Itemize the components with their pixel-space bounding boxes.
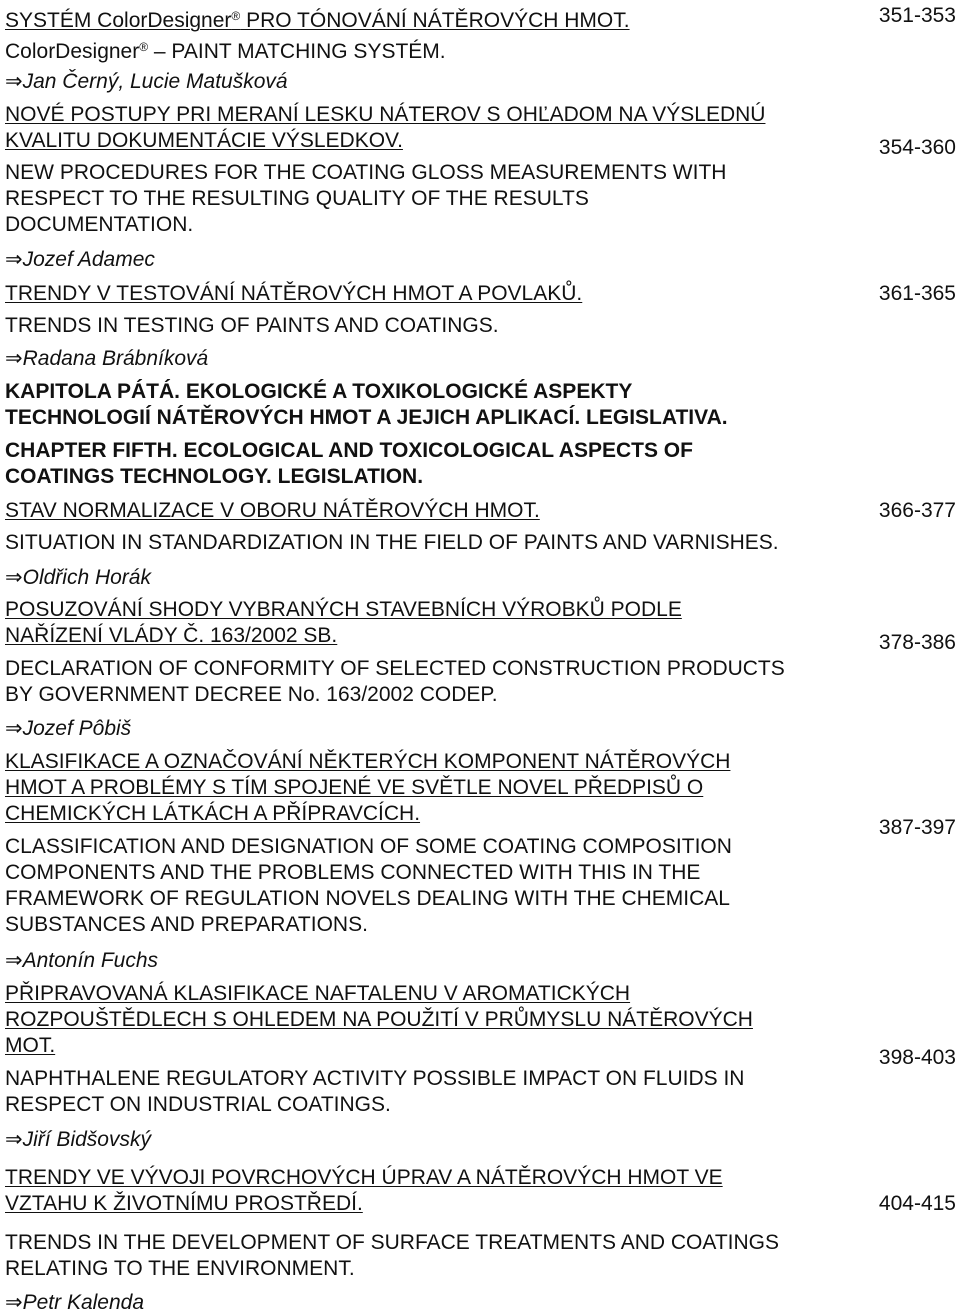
author-line: ⇒Petr Kalenda — [5, 1291, 145, 1314]
title-en-line: DOCUMENTATION. — [5, 213, 194, 236]
chapter-heading-en: COATINGS TECHNOLOGY. LEGISLATION. — [5, 465, 424, 488]
title-en-line: SUBSTANCES AND PREPARATIONS. — [5, 913, 368, 936]
arrow-icon: ⇒ — [5, 717, 23, 740]
author-line: ⇒Radana Brábníková — [5, 347, 209, 370]
page-range: 354-360 — [878, 136, 956, 159]
page-range: 361-365 — [878, 282, 956, 305]
arrow-icon: ⇒ — [5, 1128, 23, 1151]
author-line: ⇒Jozef Adamec — [5, 248, 155, 271]
registered-mark: ® — [231, 9, 241, 23]
registered-mark: ® — [139, 40, 149, 54]
author-line: ⇒Jiří Bidšovský — [5, 1128, 151, 1151]
title-cz-line[interactable]: MOT. — [5, 1034, 56, 1057]
title-en-line: NAPHTHALENE REGULATORY ACTIVITY POSSIBLE IMPACT ON FLUIDS IN — [5, 1067, 745, 1090]
page-range: 387-397 — [878, 816, 956, 839]
title-cz-line[interactable]: PŘIPRAVOVANÁ KLASIFIKACE NAFTALENU V AROMATICKÝCH — [5, 982, 631, 1005]
arrow-icon: ⇒ — [5, 347, 23, 370]
title-en-line: RELATING TO THE ENVIRONMENT. — [5, 1257, 355, 1280]
title-en-line: COMPONENTS AND THE PROBLEMS CONNECTED WITH THIS IN THE — [5, 861, 701, 884]
title-en-line: DECLARATION OF CONFORMITY OF SELECTED CONSTRUCTION PRODUCTS — [5, 657, 785, 680]
title-en-line: ColorDesigner® – PAINT MATCHING SYSTÉM. — [5, 40, 446, 63]
title-en-line: TRENDS IN THE DEVELOPMENT OF SURFACE TREATMENTS AND COATINGS — [5, 1231, 779, 1254]
page-range: 398-403 — [878, 1046, 956, 1069]
title-en-line: NEW PROCEDURES FOR THE COATING GLOSS MEASUREMENTS WITH — [5, 161, 727, 184]
chapter-heading-en: CHAPTER FIFTH. ECOLOGICAL AND TOXICOLOGICAL ASPECTS OF — [5, 439, 693, 462]
title-en-line: FRAMEWORK OF REGULATION NOVELS DEALING WITH THE CHEMICAL — [5, 887, 730, 910]
arrow-icon: ⇒ — [5, 949, 23, 972]
title-cz-line[interactable]: NOVÉ POSTUPY PRI MERANÍ LESKU NÁTEROV S OHĽADOM NA VÝSLEDNÚ — [5, 103, 766, 126]
title-en-line: CLASSIFICATION AND DESIGNATION OF SOME COATING COMPOSITION — [5, 835, 732, 858]
title-en-line: RESPECT TO THE RESULTING QUALITY OF THE RESULTS — [5, 187, 589, 210]
title-cz-line[interactable]: HMOT A PROBLÉMY S TÍM SPOJENÉ VE SVĚTLE NOVEL PŘEDPISŮ O — [5, 776, 704, 799]
title-cz-line[interactable]: CHEMICKÝCH LÁTKÁCH A PŘÍPRAVCÍCH. — [5, 802, 421, 825]
chapter-heading-cz: TECHNOLOGIÍ NÁTĚROVÝCH HMOT A JEJICH APLIKACÍ. LEGISLATIVA. — [5, 406, 728, 429]
page-range: 351-353 — [878, 4, 956, 27]
arrow-icon: ⇒ — [5, 566, 23, 589]
author-line: ⇒Jozef Pôbiš — [5, 717, 132, 740]
author-line: ⇒Antonín Fuchs — [5, 949, 159, 972]
author-line: ⇒Jan Černý, Lucie Matušková — [5, 70, 288, 93]
title-cz-line[interactable]: KLASIFIKACE A OZNAČOVÁNÍ NĚKTERÝCH KOMPONENT NÁTĚROVÝCH — [5, 750, 731, 773]
title-cz-line[interactable]: TRENDY V TESTOVÁNÍ NÁTĚROVÝCH HMOT A POVLAKŮ. — [5, 282, 583, 305]
arrow-icon: ⇒ — [5, 1291, 23, 1314]
page-range: 378-386 — [878, 631, 956, 654]
title-en-line: TRENDS IN TESTING OF PAINTS AND COATINGS. — [5, 314, 499, 337]
arrow-icon: ⇒ — [5, 70, 23, 93]
arrow-icon: ⇒ — [5, 248, 23, 271]
title-cz-line[interactable]: ROZPOUŠTĚDLECH S OHLEDEM NA POUŽITÍ V PRŮMYSLU NÁTĚROVÝCH — [5, 1008, 753, 1031]
title-cz-line[interactable]: TRENDY VE VÝVOJI POVRCHOVÝCH ÚPRAV A NÁTĚROVÝCH HMOT VE — [5, 1166, 723, 1189]
title-en-line: BY GOVERNMENT DECREE No. 163/2002 CODEP. — [5, 683, 498, 706]
page-range: 366-377 — [878, 499, 956, 522]
author-line: ⇒Oldřich Horák — [5, 566, 151, 589]
title-cz-line[interactable]: KVALITU DOKUMENTÁCIE VÝSLEDKOV. — [5, 129, 403, 152]
title-cz-line[interactable]: VZTAHU K ŽIVOTNÍMU PROSTŘEDÍ. — [5, 1192, 363, 1215]
title-cz-line[interactable]: STAV NORMALIZACE V OBORU NÁTĚROVÝCH HMOT. — [5, 499, 540, 522]
title-cz-line[interactable]: POSUZOVÁNÍ SHODY VYBRANÝCH STAVEBNÍCH VÝROBKŮ PODLE — [5, 598, 682, 621]
title-en-line: SITUATION IN STANDARDIZATION IN THE FIELD OF PAINTS AND VARNISHES. — [5, 531, 779, 554]
title-en-line: RESPECT ON INDUSTRIAL COATINGS. — [5, 1093, 391, 1116]
title-cz-line[interactable]: NAŘÍZENÍ VLÁDY Č. 163/2002 SB. — [5, 624, 338, 647]
title-cz-line[interactable]: SYSTÉM ColorDesigner® PRO TÓNOVÁNÍ NÁTĚROVÝCH HMOT. — [5, 9, 630, 32]
chapter-heading-cz: KAPITOLA PÁTÁ. EKOLOGICKÉ A TOXIKOLOGICKÉ ASPEKTY — [5, 380, 633, 403]
page-range: 404-415 — [878, 1192, 956, 1215]
